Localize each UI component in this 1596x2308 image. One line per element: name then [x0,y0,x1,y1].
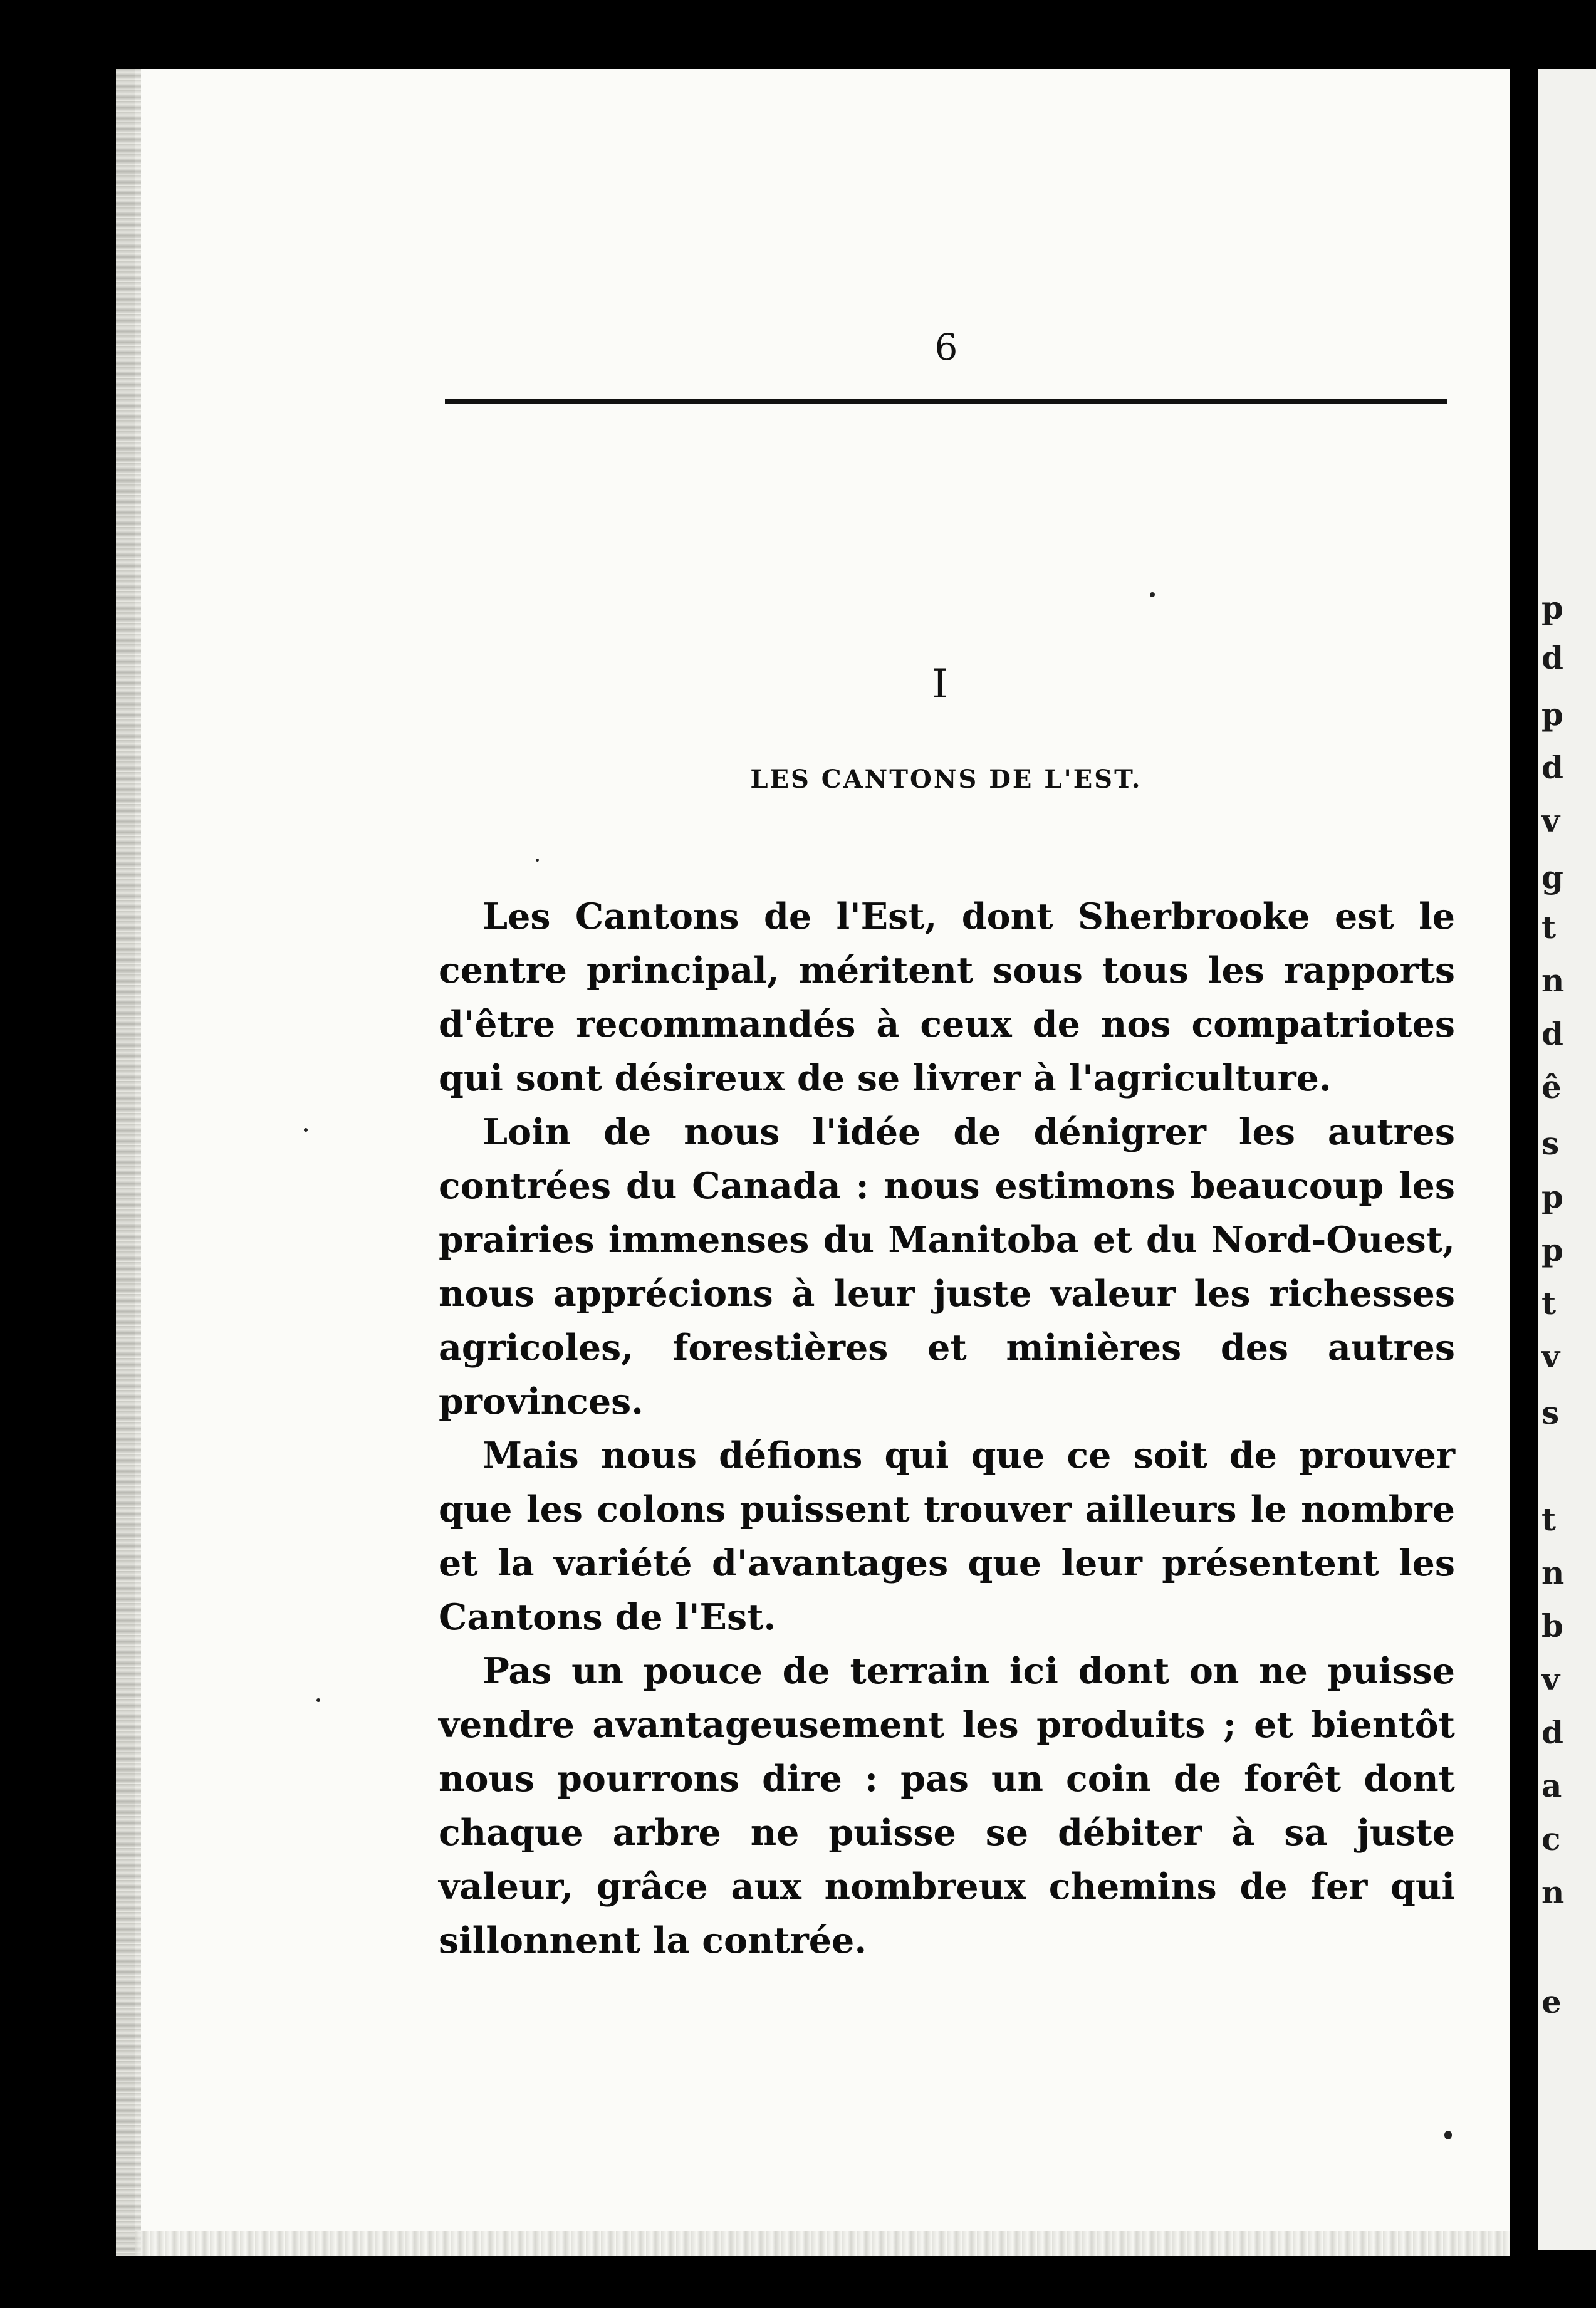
facing-letter: d [1541,1015,1563,1052]
facing-letter: p [1541,589,1563,626]
ink-speck [1150,592,1155,597]
ink-speck [304,1128,308,1132]
ink-speck [1444,2131,1452,2139]
facing-letter: p [1541,1178,1563,1215]
page-number: 6 [934,326,958,368]
chapter-title: LES CANTONS DE L'EST. [750,765,1142,794]
paragraph: Mais nous défions qui que ce soit de prouver que les colons puissent trouver ailleurs le nombre et la variété d'avantages que leur présentent les Cantons de l'Est. [439,1434,1455,1638]
facing-letter: ê [1541,1068,1562,1105]
chapter-number: I [932,661,948,708]
facing-letter: n [1541,962,1565,999]
facing-letter: n [1541,1554,1565,1591]
ink-speck [536,859,539,862]
facing-letter: v [1541,1338,1560,1375]
facing-letter: b [1541,1607,1563,1644]
paragraph: Pas un pouce de terrain ici dont on ne puisse vendre avantageusement les produits ; et bientôt nous pourrons dire : pas un coin de forêt dont chaque arbre ne puisse se débiter à sa juste valeur, grâce aux nombreux chemins de fer qui sillonnent la contrée. [439,1650,1455,1961]
facing-letter: g [1541,859,1563,896]
facing-letter: e [1541,1983,1562,2020]
facing-page-edge [1529,69,1596,2250]
paragraph: Loin de nous l'idée de dénigrer les autres contrées du Canada : nous estimons beaucoup les prairies immenses du Manitoba et du Nord-Ouest, nous apprécions à leur juste valeur les richesses agricoles, forestières et minières des autres provinces. [439,1111,1455,1423]
facing-letter: s [1541,1394,1560,1431]
facing-letter: d [1541,749,1563,786]
facing-letter: p [1541,1231,1563,1268]
facing-letter: a [1541,1767,1562,1804]
facing-letter: n [1541,1874,1565,1911]
facing-letter: v [1541,1661,1560,1698]
header-rule [445,399,1447,404]
facing-letter: s [1541,1125,1560,1162]
facing-letter: d [1541,639,1563,676]
facing-letter: v [1541,802,1560,839]
facing-letter: t [1541,1501,1557,1538]
facing-letter: p [1541,696,1563,733]
facing-letter: t [1541,909,1557,946]
body-text [439,890,1455,1968]
paragraph: Les Cantons de l'Est, dont Sherbrooke est le centre principal, méritent sous tous les rapports d'être recommandés à ceux de nos compatriotes qui sont désireux de se livrer à l'agriculture. [439,896,1455,1099]
facing-letter: c [1541,1820,1561,1857]
facing-letter: t [1541,1285,1557,1322]
facing-letter: d [1541,1714,1563,1751]
ink-speck [316,1698,320,1702]
